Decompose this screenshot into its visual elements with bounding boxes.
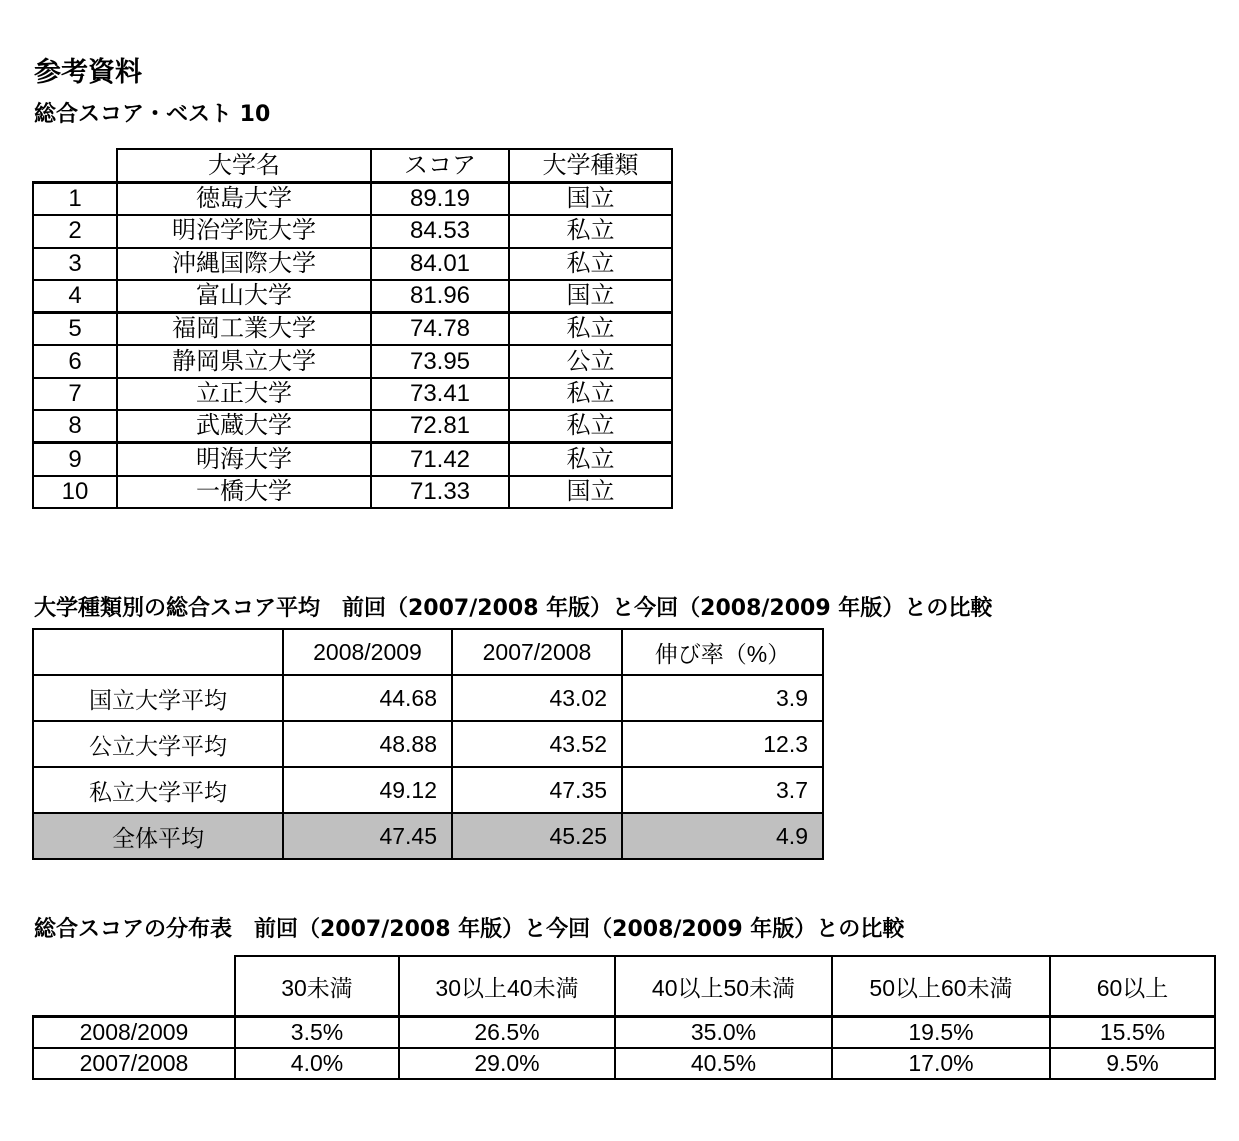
table-row bbox=[33, 248, 672, 280]
header-corner bbox=[33, 149, 117, 183]
column-header: 30未満 bbox=[235, 956, 399, 1017]
row-label: 2007/2008 bbox=[33, 1048, 235, 1079]
rank-cell: 6 bbox=[33, 345, 117, 377]
rank-cell: 9 bbox=[33, 443, 117, 476]
table-row bbox=[33, 215, 672, 247]
document-title: 参考資料 bbox=[34, 57, 142, 88]
table-row bbox=[33, 345, 672, 377]
row-label: 全体平均 bbox=[33, 813, 283, 859]
score-cell: 71.33 bbox=[371, 476, 509, 508]
university-name-cell: 武蔵大学 bbox=[117, 410, 371, 443]
value-cell: 35.0% bbox=[615, 1017, 832, 1049]
university-name-cell: 立正大学 bbox=[117, 378, 371, 410]
score-cell: 89.19 bbox=[371, 183, 509, 216]
best10-heading: 総合スコア・ベスト 10 bbox=[34, 102, 271, 127]
table-header-row bbox=[33, 956, 1215, 1017]
column-header: 30以上40未満 bbox=[399, 956, 615, 1017]
type-cell: 公立 bbox=[509, 345, 672, 377]
growth-cell: 3.7 bbox=[622, 767, 823, 813]
total-row bbox=[33, 813, 823, 859]
value-cell: 43.02 bbox=[452, 675, 622, 721]
type-cell: 国立 bbox=[509, 280, 672, 313]
score-cell: 84.53 bbox=[371, 215, 509, 247]
row-label: 私立大学平均 bbox=[33, 767, 283, 813]
score-cell: 74.78 bbox=[371, 313, 509, 346]
rank-cell: 5 bbox=[33, 313, 117, 346]
type-cell: 私立 bbox=[509, 248, 672, 280]
value-cell: 45.25 bbox=[452, 813, 622, 859]
table-row bbox=[33, 313, 672, 346]
type-cell: 私立 bbox=[509, 313, 672, 346]
university-name-cell: 福岡工業大学 bbox=[117, 313, 371, 346]
row-label: 2008/2009 bbox=[33, 1017, 235, 1049]
growth-cell: 12.3 bbox=[622, 721, 823, 767]
table-row bbox=[33, 443, 672, 476]
growth-cell: 4.9 bbox=[622, 813, 823, 859]
table-row bbox=[33, 1017, 1215, 1049]
type-cell: 私立 bbox=[509, 410, 672, 443]
value-cell: 44.68 bbox=[283, 675, 452, 721]
value-cell: 47.35 bbox=[452, 767, 622, 813]
university-name-cell: 明治学院大学 bbox=[117, 215, 371, 247]
table-row bbox=[33, 280, 672, 313]
university-name-cell: 静岡県立大学 bbox=[117, 345, 371, 377]
averages-table bbox=[32, 628, 824, 860]
score-cell: 72.81 bbox=[371, 410, 509, 443]
university-name-cell: 明海大学 bbox=[117, 443, 371, 476]
score-cell: 84.01 bbox=[371, 248, 509, 280]
column-header: 大学名 bbox=[117, 149, 371, 183]
table-row bbox=[33, 410, 672, 443]
column-header: 50以上60未満 bbox=[832, 956, 1050, 1017]
table-row bbox=[33, 183, 672, 216]
value-cell: 47.45 bbox=[283, 813, 452, 859]
table-header-row bbox=[33, 629, 823, 675]
column-header: 2008/2009 bbox=[283, 629, 452, 675]
type-cell: 国立 bbox=[509, 476, 672, 508]
rank-cell: 10 bbox=[33, 476, 117, 508]
university-name-cell: 徳島大学 bbox=[117, 183, 371, 216]
university-name-cell: 一橋大学 bbox=[117, 476, 371, 508]
column-header: 40以上50未満 bbox=[615, 956, 832, 1017]
table-row bbox=[33, 721, 823, 767]
table-header-row bbox=[33, 149, 672, 183]
table-row bbox=[33, 767, 823, 813]
table-row bbox=[33, 378, 672, 410]
best10-table bbox=[32, 148, 673, 509]
rank-cell: 8 bbox=[33, 410, 117, 443]
type-cell: 私立 bbox=[509, 378, 672, 410]
type-cell: 国立 bbox=[509, 183, 672, 216]
header-corner bbox=[33, 629, 283, 675]
column-header: 大学種類 bbox=[509, 149, 672, 183]
column-header: 伸び率（%） bbox=[622, 629, 823, 675]
score-cell: 81.96 bbox=[371, 280, 509, 313]
distribution-table bbox=[32, 955, 1216, 1080]
value-cell: 3.5% bbox=[235, 1017, 399, 1049]
university-name-cell: 富山大学 bbox=[117, 280, 371, 313]
value-cell: 48.88 bbox=[283, 721, 452, 767]
value-cell: 17.0% bbox=[832, 1048, 1050, 1079]
value-cell: 49.12 bbox=[283, 767, 452, 813]
value-cell: 26.5% bbox=[399, 1017, 615, 1049]
rank-cell: 1 bbox=[33, 183, 117, 216]
distribution-heading: 総合スコアの分布表 前回（2007/2008 年版）と今回（2008/2009 年版）との比較 bbox=[34, 917, 905, 942]
value-cell: 43.52 bbox=[452, 721, 622, 767]
university-name-cell: 沖縄国際大学 bbox=[117, 248, 371, 280]
column-header: 60以上 bbox=[1050, 956, 1215, 1017]
table-row bbox=[33, 476, 672, 508]
averages-heading: 大学種類別の総合スコア平均 前回（2007/2008 年版）と今回（2008/2009 年版）との比較 bbox=[34, 596, 993, 621]
score-cell: 73.95 bbox=[371, 345, 509, 377]
rank-cell: 2 bbox=[33, 215, 117, 247]
growth-cell: 3.9 bbox=[622, 675, 823, 721]
value-cell: 15.5% bbox=[1050, 1017, 1215, 1049]
type-cell: 私立 bbox=[509, 215, 672, 247]
column-header: スコア bbox=[371, 149, 509, 183]
row-label: 公立大学平均 bbox=[33, 721, 283, 767]
value-cell: 40.5% bbox=[615, 1048, 832, 1079]
header-corner bbox=[33, 956, 235, 1017]
score-cell: 71.42 bbox=[371, 443, 509, 476]
value-cell: 29.0% bbox=[399, 1048, 615, 1079]
row-label: 国立大学平均 bbox=[33, 675, 283, 721]
score-cell: 73.41 bbox=[371, 378, 509, 410]
column-header: 2007/2008 bbox=[452, 629, 622, 675]
value-cell: 19.5% bbox=[832, 1017, 1050, 1049]
rank-cell: 7 bbox=[33, 378, 117, 410]
value-cell: 9.5% bbox=[1050, 1048, 1215, 1079]
table-row bbox=[33, 1048, 1215, 1079]
value-cell: 4.0% bbox=[235, 1048, 399, 1079]
rank-cell: 4 bbox=[33, 280, 117, 313]
table-row bbox=[33, 675, 823, 721]
rank-cell: 3 bbox=[33, 248, 117, 280]
type-cell: 私立 bbox=[509, 443, 672, 476]
